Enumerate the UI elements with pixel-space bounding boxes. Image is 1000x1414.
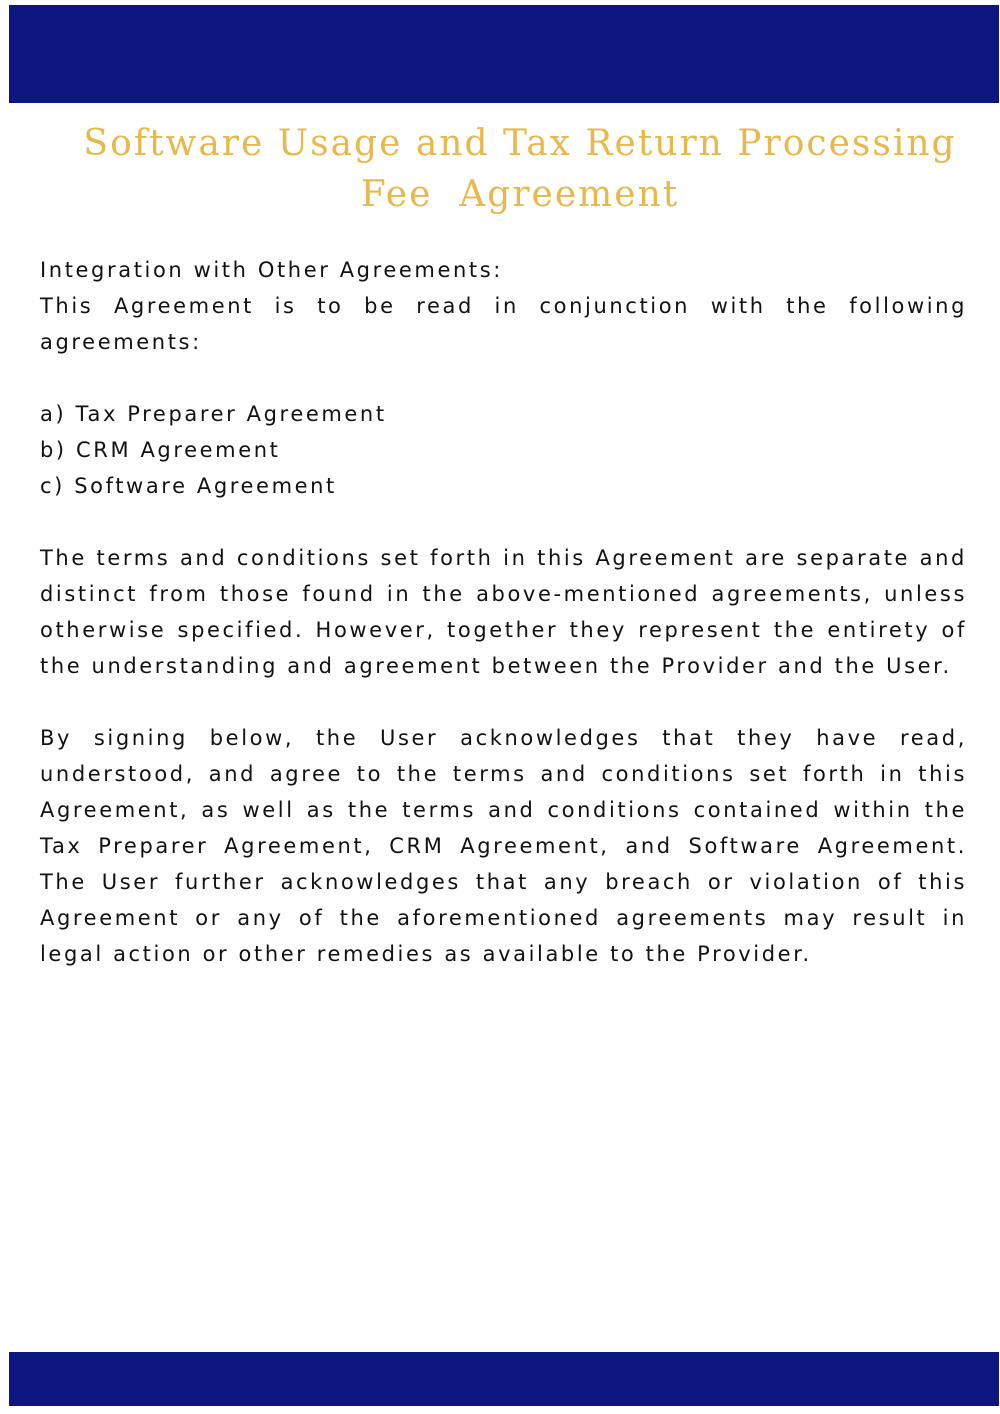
title-line-2: Fee Agreement [360,174,680,215]
footer-band [9,1352,999,1406]
list-item: c) Software Agreement [40,474,337,498]
document-title [60,118,980,220]
spacer [40,360,967,396]
intro-paragraph: This Agreement is to be read in conjunction with the following agreements: [40,294,967,354]
terms-paragraph: The terms and conditions set forth in this Agreement are separate and distinct from those found in the above-mentioned agreements, unless otherwise specified. However, together they represent the entirety of the understanding and agreement between the Provider and the User. [40,546,967,678]
spacer [40,504,967,540]
header-band [9,5,999,103]
agreements-list [40,396,967,504]
document-body [40,252,967,972]
title-line-1: Software Usage and Tax Return Processing [83,123,957,164]
signing-paragraph: By signing below, the User acknowledges that they have read, understood, and agree to the terms and conditions set forth in this Agreement, as well as the terms and conditions contained within the Tax Preparer Agreement, CRM Agreement, and Software Agreement. The User further acknowledges that any breach or violation of this Agreement or any of the aforementioned agreements may result in legal action or other remedies as available to the Provider. [40,726,967,966]
list-item: a) Tax Preparer Agreement [40,402,387,426]
section-heading: Integration with Other Agreements: [40,258,503,282]
list-item: b) CRM Agreement [40,438,281,462]
spacer [40,684,967,720]
